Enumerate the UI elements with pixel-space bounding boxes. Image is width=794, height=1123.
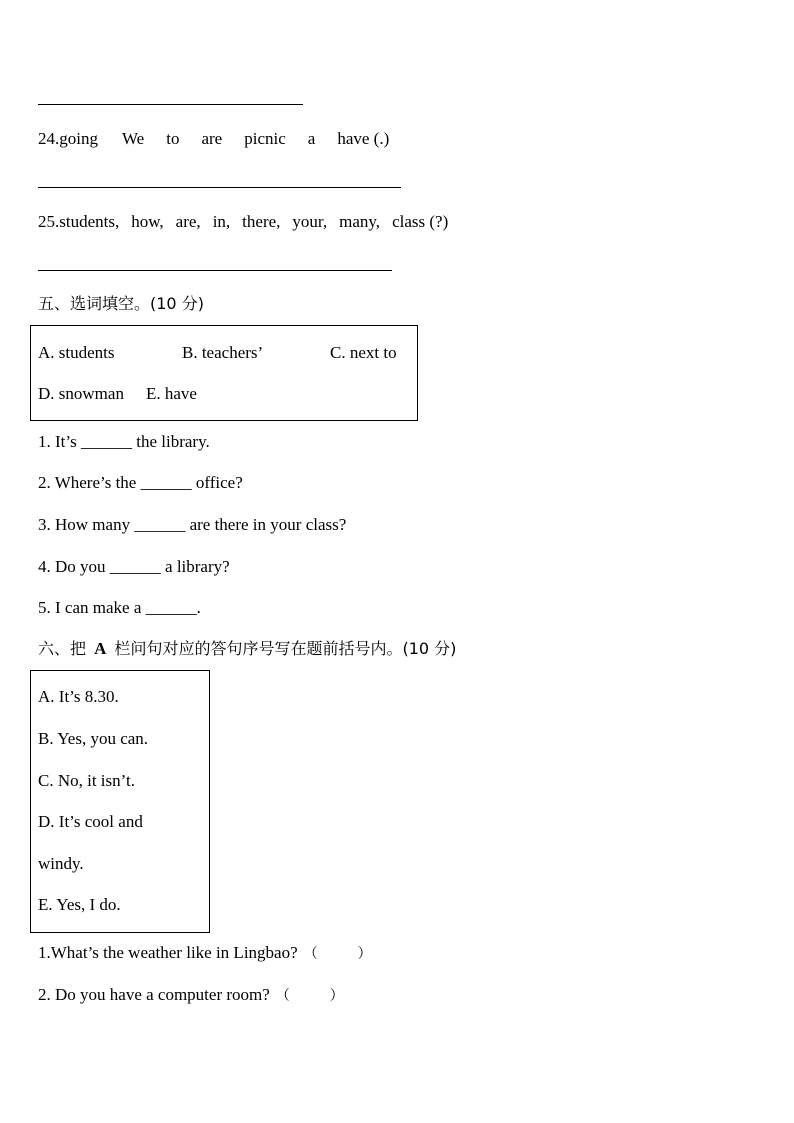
fill-blank: ______: [140, 473, 192, 492]
word-option-b: B. teachers’: [182, 343, 264, 362]
answer-line-25: [38, 270, 392, 271]
paren-open: （: [275, 988, 290, 1004]
q24-word: a: [307, 129, 316, 148]
fill-blank: ______: [145, 598, 197, 617]
q24-word: have (.): [337, 129, 390, 148]
q25-word: many,: [339, 212, 381, 231]
q24-word: We: [121, 129, 145, 148]
fill-question-text: 2. Where’s the: [38, 473, 141, 492]
fill-question-text: 1. It’s: [38, 432, 81, 451]
q25-word: class (?): [392, 212, 449, 231]
paren-open: （: [303, 946, 318, 962]
fill-question-text: are there in your class?: [185, 515, 347, 534]
match-question-text: 1.What’s the weather like in Lingbao?: [38, 943, 298, 962]
match-question-2: [38, 985, 344, 1006]
answer-option-e: E. Yes, I do.: [38, 895, 121, 914]
fill-blank: ______: [80, 432, 132, 451]
section-5-title: 五、选词填空。(10 分): [38, 294, 204, 313]
q25-word: how,: [131, 212, 164, 231]
q25-word: students,: [59, 212, 120, 231]
word-bank-box: [30, 325, 418, 421]
paren-close: ）: [357, 946, 372, 962]
section-6-title: [38, 639, 456, 659]
paren-close: ）: [329, 988, 344, 1004]
section-6-title-part1: 六、把: [38, 639, 87, 658]
fill-question-4: [38, 557, 230, 577]
match-question-1: [38, 943, 372, 964]
match-question-text: 2. Do you have a computer room?: [38, 985, 270, 1004]
answer-option-a: A. It’s 8.30.: [38, 687, 119, 706]
answer-bank-box: [30, 670, 210, 933]
q25-word: your,: [292, 212, 328, 231]
fill-question-text: 4. Do you: [38, 557, 110, 576]
answer-line-23: [38, 104, 303, 105]
fill-question-text: the library.: [131, 432, 210, 451]
word-option-c: C. next to: [330, 343, 397, 362]
answer-option-d-cont: windy.: [38, 854, 84, 873]
fill-question-text: .: [196, 598, 201, 617]
question-25: [38, 212, 448, 232]
answer-option-b: B. Yes, you can.: [38, 729, 149, 748]
fill-question-text: office?: [191, 473, 243, 492]
fill-blank: ______: [109, 557, 161, 576]
q24-word: to: [166, 129, 180, 148]
q25-word: in,: [212, 212, 231, 231]
fill-question-3: [38, 515, 346, 535]
fill-question-5: [38, 598, 201, 618]
q25-number: 25.: [38, 212, 60, 231]
fill-blank: ______: [134, 515, 186, 534]
word-option-e: E. have: [146, 384, 197, 403]
q24-word: are: [201, 129, 223, 148]
fill-question-2: [38, 473, 243, 493]
section-6-title-bold: A: [94, 639, 107, 658]
q25-word: are,: [175, 212, 201, 231]
answer-option-d: D. It’s cool and: [38, 812, 143, 831]
q24-word: going: [59, 129, 98, 148]
fill-question-text: a library?: [160, 557, 230, 576]
q25-word: there,: [242, 212, 281, 231]
word-option-a: A. students: [38, 343, 115, 362]
section-6-title-part2: 栏问句对应的答句序号写在题前括号内。(10 分): [114, 639, 457, 658]
q24-number: 24.: [38, 129, 60, 148]
answer-option-c: C. No, it isn’t.: [38, 771, 135, 790]
answer-line-24: [38, 187, 401, 188]
fill-question-1: [38, 432, 210, 452]
fill-question-text: 5. I can make a: [38, 598, 146, 617]
q24-word: picnic: [244, 129, 286, 148]
question-24: [38, 129, 389, 149]
word-option-d: D. snowman: [38, 384, 124, 403]
fill-question-text: 3. How many: [38, 515, 135, 534]
